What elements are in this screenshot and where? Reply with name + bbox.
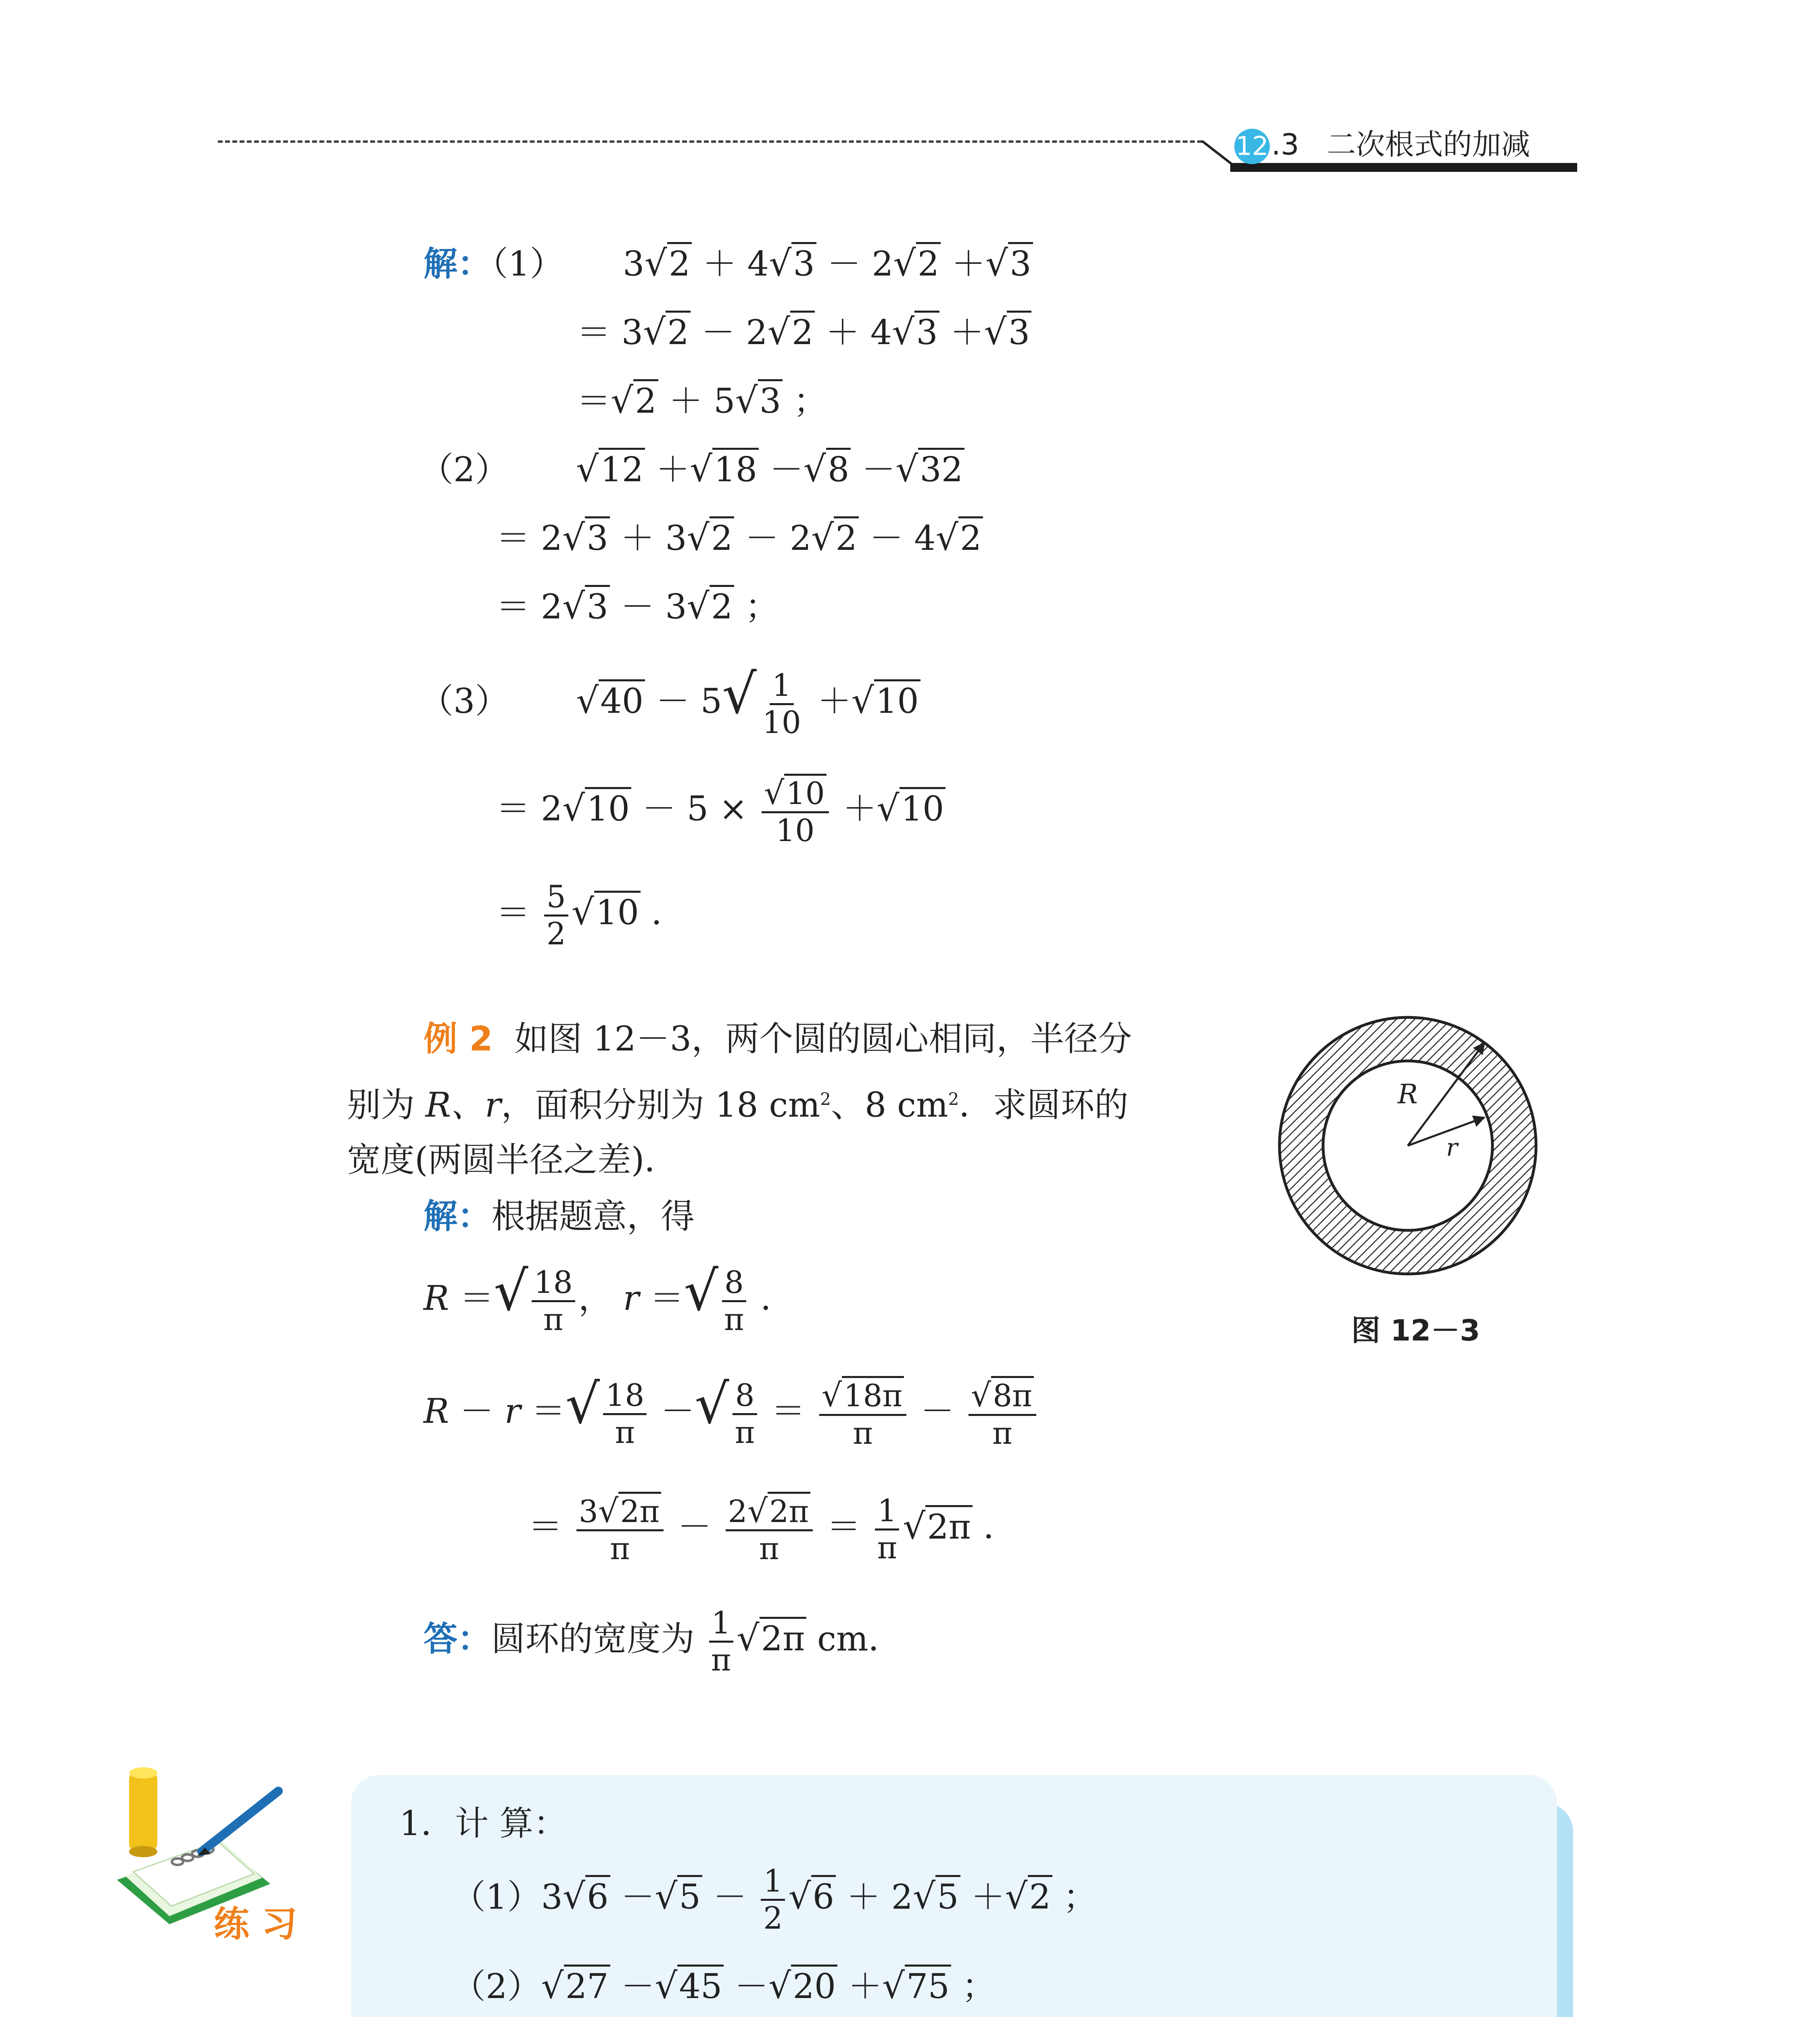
answer-label: 答： xyxy=(424,1619,492,1659)
header-dashed-rule xyxy=(218,140,1202,143)
sup-2: 2 xyxy=(820,1089,831,1109)
section-suffix: .3 xyxy=(1271,127,1299,161)
part-number: （1） xyxy=(491,244,564,284)
example2-solution-label: 解： xyxy=(424,1196,492,1236)
example2-text-3: 宽度(两圆半径之差)． xyxy=(347,1140,678,1180)
example2-text-2b: R、r xyxy=(425,1085,501,1125)
q2-number: （2） xyxy=(452,1967,541,2006)
answer-line: 答：圆环的宽度为 $\frac{1}{\pi}$ √2π cm． xyxy=(424,1605,902,1678)
part-number: （3） xyxy=(420,681,509,721)
solution-line-3-3: ＝ $\frac{5}{2}$ √10 ． xyxy=(496,879,685,952)
figure-caption: 图 12－3 xyxy=(1351,1313,1480,1347)
difference-line-2: ＝ $\frac{3√2\pi}{\pi}$ － $\frac{2√2\pi}{\pi}$ ＝ $\frac{1}{\pi}$ √2π ． xyxy=(528,1492,1017,1567)
example2-line1 xyxy=(424,1008,1132,1069)
section-number-badge: 12 xyxy=(1234,129,1270,164)
example2-text-1: 如图 12－3，两个圆的圆心相同，半径分 xyxy=(514,1019,1132,1059)
solution-line-2-2: ＝ 2√3 ＋ 3√2 － 2√2 － 4√2 xyxy=(496,516,983,559)
example2-line2 xyxy=(347,1069,1128,1135)
example2-text-2c: ，面积分别为 18 cm xyxy=(501,1085,820,1125)
solution-line-1-2: ＝ 3√2 － 2√2 ＋ 4√3 ＋√3 xyxy=(577,311,1031,353)
answer-unit: cm． xyxy=(817,1619,902,1659)
difference-line-1: R － r ＝√ $\frac{18}{\pi}$ －√ $\frac{8}{\pi}$ ＝ $\frac{√18\pi}{\pi}$ － $\frac{√8\pi}{\pi}$ xyxy=(424,1372,1039,1451)
practice-label: 练 习 xyxy=(214,1903,297,1945)
solution-line-3-2: ＝ 2√10 － 5 × $\frac{√10}{10}$ ＋√10 xyxy=(496,775,945,848)
radius-expressions: R ＝√ $\frac{18}{\pi}$ ， r ＝√ $\frac{8}{\pi}$ ． xyxy=(424,1259,795,1337)
part-number: （2） xyxy=(420,450,509,489)
solution-line-1-3: ＝√2 ＋ 5√3 ； xyxy=(577,380,827,421)
example2-line3 xyxy=(347,1130,678,1190)
example2-text-2a: 别为 xyxy=(347,1085,426,1125)
practice-q2: （2）√27 －√45 －√20 ＋√75 ； xyxy=(452,1965,996,2007)
solution-line-2-3: ＝ 2√3 － 3√2 ； xyxy=(496,585,779,627)
solution-label: 解： xyxy=(424,244,492,284)
label-R: R xyxy=(1398,1079,1418,1110)
label-r: r xyxy=(1446,1134,1458,1162)
example2-text-2d: 、8 cm xyxy=(831,1085,948,1125)
example2-text-2e: ．求圆环的 xyxy=(959,1085,1129,1125)
solution-line-1-1: 解：（1） 3√2 ＋ 4√3 － 2√2 ＋√3 xyxy=(424,242,1033,285)
annulus-figure xyxy=(1275,1013,1541,1279)
solution-line-3-1: （3） √40 － 5√ $\frac{1}{10}$ ＋√10 xyxy=(420,662,920,740)
example2-label: 例 2 xyxy=(424,1019,493,1059)
practice-item-1-label: 1．计 算： xyxy=(399,1804,568,1843)
section-header xyxy=(1234,121,1530,164)
q1-number: （1） xyxy=(452,1877,541,1917)
sup-2: 2 xyxy=(948,1089,959,1109)
solution-line-2-1: （2） √12 ＋√18 －√8 －√32 xyxy=(420,448,964,491)
section-title: 二次根式的加减 xyxy=(1327,127,1530,161)
practice-q1: （1）3√6 －√5 － $\frac{1}{2}$ √6 ＋ 2√5 ＋√2 ； xyxy=(452,1863,1097,1936)
answer-text: 圆环的宽度为 xyxy=(491,1619,695,1659)
example2-solution-intro xyxy=(424,1186,695,1247)
example2-solution-text: 根据题意，得 xyxy=(491,1196,695,1236)
